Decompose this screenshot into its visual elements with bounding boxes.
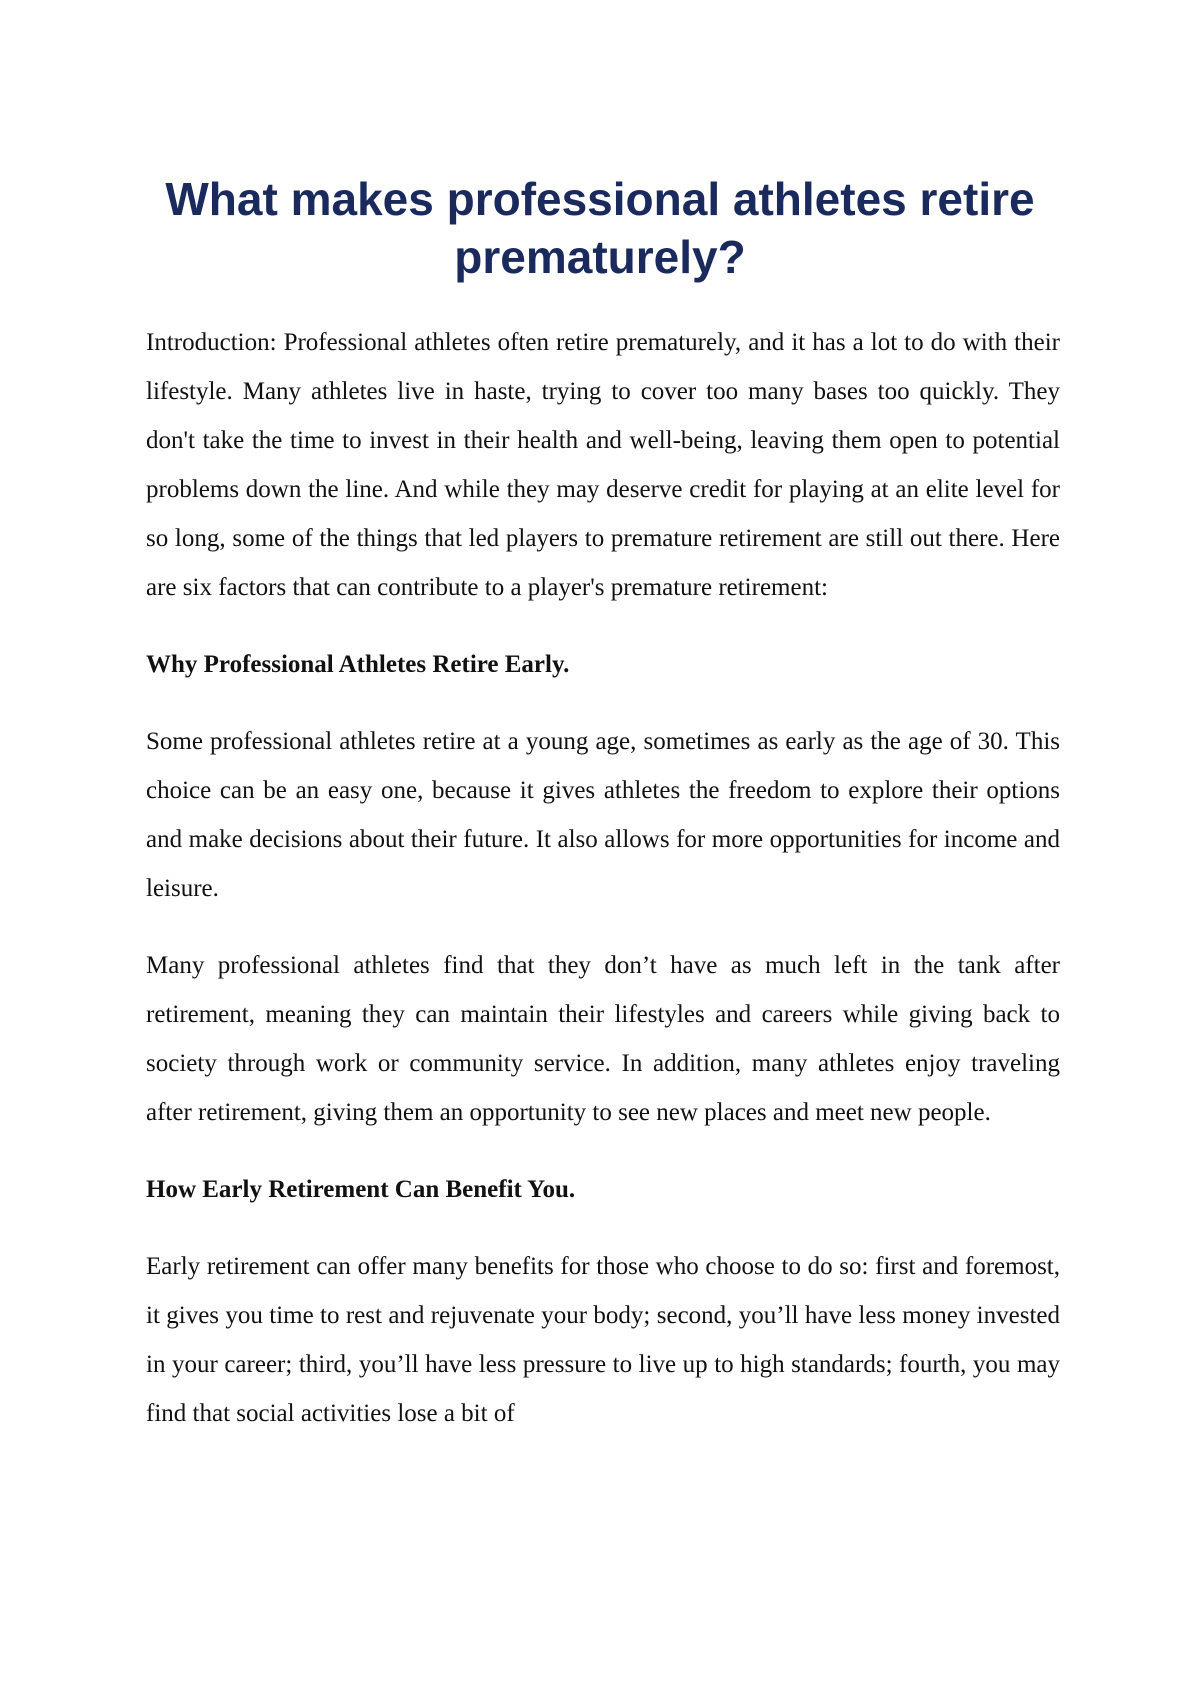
section1-paragraph-1: Some professional athletes retire at a young age, sometimes as early as the age of 30. This choice can be an easy one, because it gives athletes the freedom to explore their options and make decisions about their future. It also allows for more opportunities for income and leisure. (146, 728, 1060, 902)
section-heading-why-retire-early: Why Professional Athletes Retire Early. (146, 651, 570, 678)
section-heading-early-retirement-benefit: How Early Retirement Can Benefit You. (146, 1176, 576, 1203)
section1-paragraph-2: Many professional athletes find that they don’t have as much left in the tank after retirement, meaning they can maintain their lifestyles and careers while giving back to society through work or community service. In addition, many athletes enjoy traveling after retirement, giving them an opportunity to see new places and meet new people. (146, 952, 1060, 1126)
intro-paragraph: Introduction: Professional athletes often retire prematurely, and it has a lot to do with their lifestyle. Many athletes live in haste, trying to cover too many bases too quickly. They don't take the time to invest in their health and well-being, leaving them open to potential problems down the line. And while they may deserve credit for playing at an elite level for so long, some of the things that led players to premature retirement are still out there. Here are six factors that can contribute to a player's premature retirement: (146, 329, 1060, 601)
document-title: What makes professional athletes retire prematurely? (165, 173, 1035, 283)
section2-paragraph-1: Early retirement can offer many benefits for those who choose to do so: first and foremost, it gives you time to rest and rejuvenate your body; second, you’ll have less money invested in your career; third, you’ll have less pressure to live up to high standards; fourth, you may find that social activities lose a bit of (146, 1253, 1060, 1427)
document-body (146, 318, 1060, 1466)
